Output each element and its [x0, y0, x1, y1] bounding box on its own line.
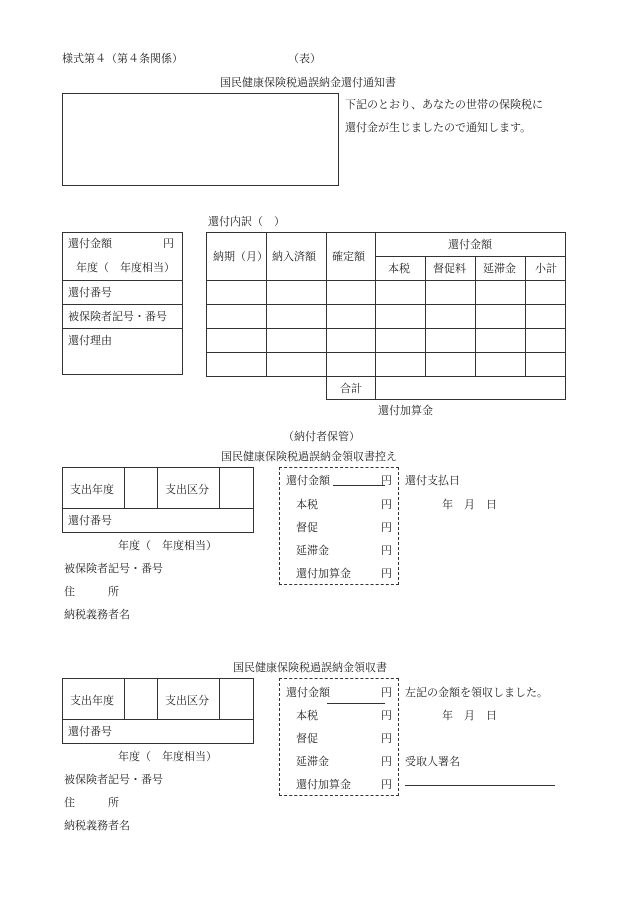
- receipt-fiscal-year: 年度（ 年度相当）: [118, 750, 217, 763]
- col-late-fee: 延滞金: [483, 262, 516, 275]
- receipt-copy-title: 国民健康保険税過誤納金領収書控え: [221, 450, 397, 463]
- receipt-refund-number-label: 還付番号: [68, 725, 112, 738]
- copy-item-penalty: 督促: [296, 521, 318, 534]
- address-window-box: [62, 93, 339, 186]
- copy-date: 年 月 日: [442, 498, 497, 511]
- refund-interest-label: 還付加算金: [378, 404, 433, 417]
- refund-number-label: 還付番号: [68, 286, 112, 299]
- col-period: 納期（月）: [213, 250, 268, 263]
- form-number: 様式第４（第４条関係）: [62, 52, 183, 65]
- receipt-yen-1: 円: [381, 686, 392, 699]
- signature-label: 受取人署名: [405, 755, 460, 768]
- receipt-address-label: 住 所: [64, 796, 119, 809]
- copy-taxpayer-name-label: 納税義務者名: [64, 608, 130, 621]
- copy-refund-number-label: 還付番号: [68, 514, 112, 527]
- receipt-date: 年 月 日: [442, 709, 497, 722]
- receipt-item-late-fee: 延滞金: [296, 755, 329, 768]
- receipt-yen-2: 円: [381, 709, 392, 722]
- copy-fiscal-year: 年度（ 年度相当）: [118, 539, 217, 552]
- total-label: 合計: [340, 382, 362, 395]
- receipt-item-refund-amount: 還付金額: [286, 686, 330, 699]
- receipt-item-tax: 本税: [296, 709, 318, 722]
- copy-item-refund-amount: 還付金額: [286, 474, 330, 487]
- yen-label: 円: [163, 237, 174, 250]
- copy-yen-2: 円: [381, 498, 392, 511]
- copy-item-tax: 本税: [296, 498, 318, 511]
- payment-date-label: 還付支払日: [405, 474, 460, 487]
- notice-title: 国民健康保険税過誤納金還付通知書: [220, 76, 396, 89]
- total-row: [326, 376, 566, 400]
- notice-text-line-2: 還付金が生じましたので通知します。: [345, 121, 532, 134]
- copy-yen-4: 円: [381, 544, 392, 557]
- receipt-statement: 左記の金額を領収しました。: [405, 686, 548, 699]
- col-refund-amount: 還付金額: [448, 238, 492, 251]
- receipt-yen-4: 円: [381, 755, 392, 768]
- receipt-fiscal-year-label: 支出年度: [70, 694, 114, 707]
- col-confirmed: 確定額: [332, 250, 365, 263]
- notice-text-line-1: 下記のとおり、あなたの世帯の保険税に: [345, 98, 543, 111]
- refund-reason-label: 還付理由: [68, 334, 112, 347]
- copy-item-refund-interest: 還付加算金: [296, 567, 351, 580]
- copy-category-label: 支出区分: [165, 483, 209, 496]
- refund-amount-label: 還付金額: [68, 237, 112, 250]
- col-tax: 本税: [388, 262, 410, 275]
- copy-insured-number-label: 被保険者記号・番号: [64, 562, 163, 575]
- receipt-category-label: 支出区分: [165, 694, 209, 707]
- copy-yen-3: 円: [381, 521, 392, 534]
- receipt-yen-3: 円: [381, 732, 392, 745]
- copy-yen-5: 円: [381, 567, 392, 580]
- col-paid: 納入済額: [272, 250, 316, 263]
- receipt-taxpayer-name-label: 納税義務者名: [64, 819, 130, 832]
- form-side-label: （表）: [288, 52, 321, 65]
- col-penalty: 督促料: [433, 262, 466, 275]
- receipt-title: 国民健康保険税過誤納金領収書: [233, 661, 387, 674]
- keeper-label: （納付者保管）: [283, 430, 360, 443]
- col-subtotal: 小計: [535, 262, 557, 275]
- copy-item-late-fee: 延滞金: [296, 544, 329, 557]
- copy-yen-1: 円: [381, 474, 392, 487]
- receipt-insured-number-label: 被保険者記号・番号: [64, 773, 163, 786]
- breakdown-title: 還付内訳（ ）: [208, 215, 285, 228]
- insured-number-label: 被保険者記号・番号: [68, 310, 167, 323]
- fiscal-year-label: 年度（ 年度相当）: [76, 261, 175, 274]
- receipt-yen-5: 円: [381, 778, 392, 791]
- signature-line[interactable]: [405, 785, 555, 786]
- receipt-item-penalty: 督促: [296, 732, 318, 745]
- copy-address-label: 住 所: [64, 585, 119, 598]
- copy-fiscal-year-label: 支出年度: [70, 483, 114, 496]
- receipt-item-refund-interest: 還付加算金: [296, 778, 351, 791]
